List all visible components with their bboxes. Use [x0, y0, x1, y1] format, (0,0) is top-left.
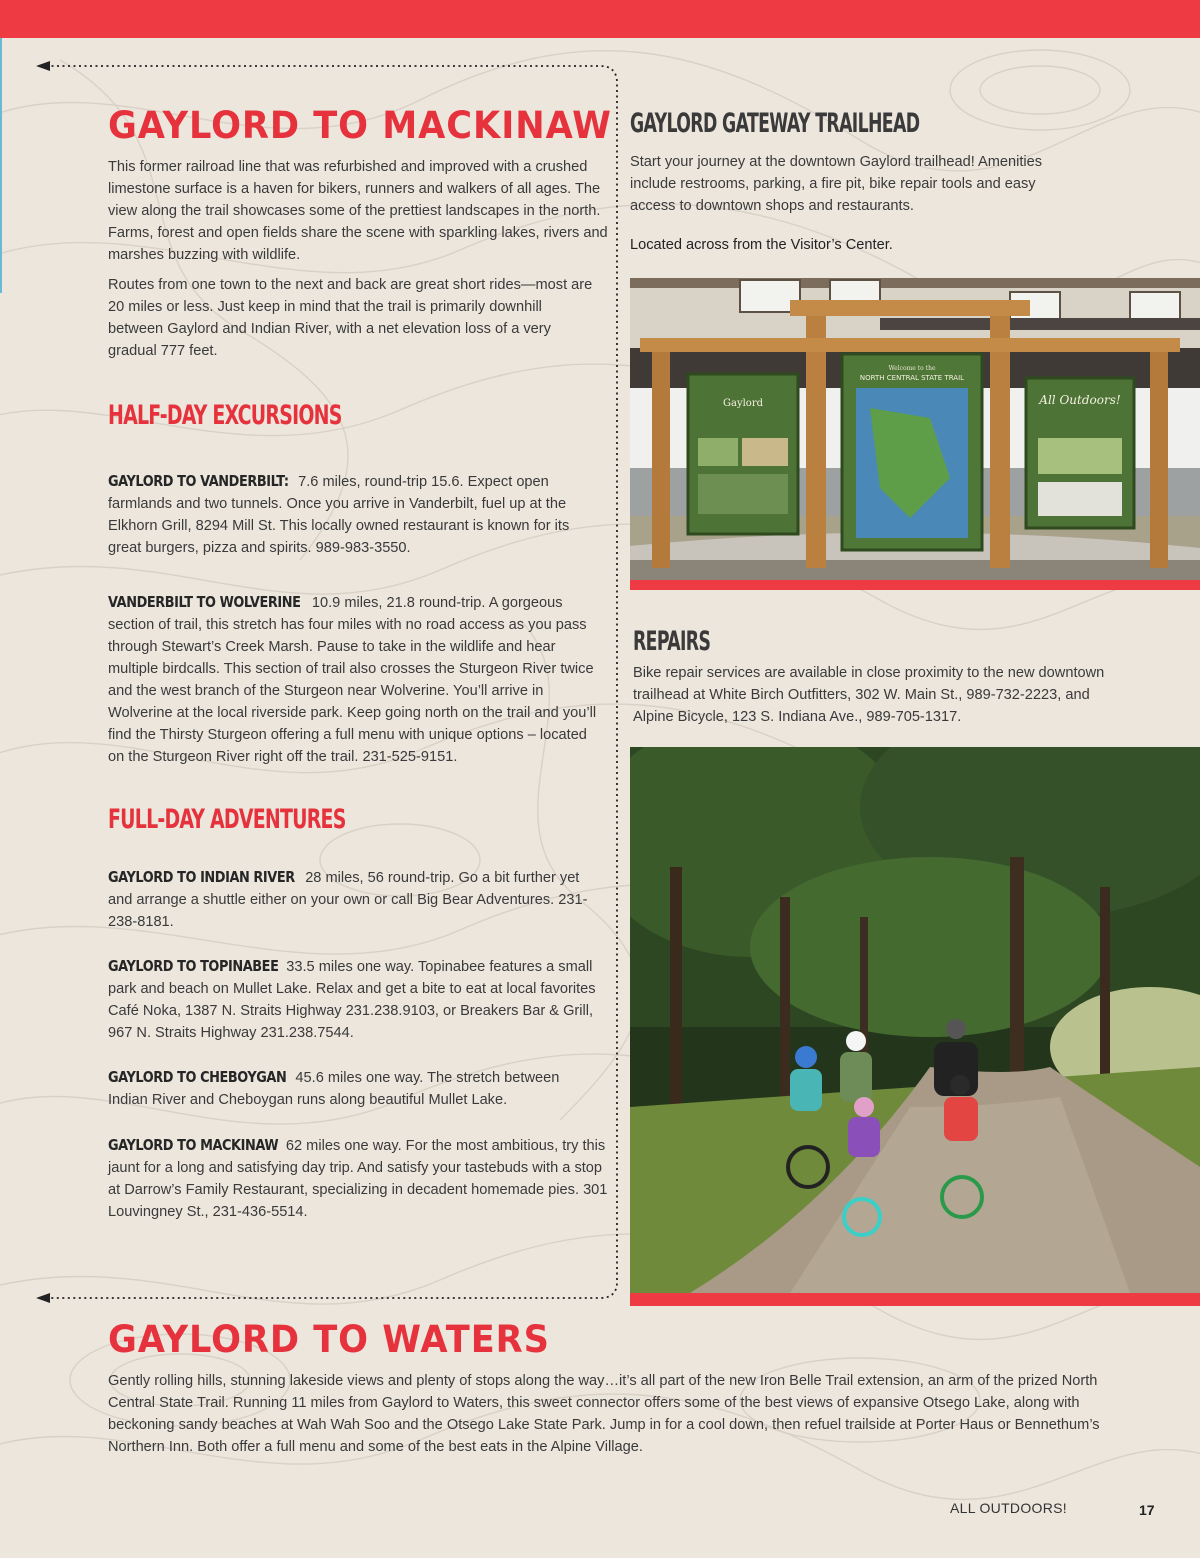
route-text: 33.5 miles one way. Topinabee features a small park and beach on Mullet Lake. Relax and get a bite to eat at local favorites Café Noka, 1387 N. Straits Highway 231.238.9103, or Breakers Bar & Grill, 967 N. Straits Highway 231.238.7544.: [108, 959, 596, 1041]
route-lead: GAYLORD TO INDIAN RIVER: [108, 868, 295, 886]
trailhead-text: Start your journey at the downtown Gaylord trailhead! Amenities include restrooms, parking, a fire pit, bike repair tools and easy access to downtown shops and restaurants.: [630, 154, 1043, 214]
sign-label-left: Gaylord: [723, 398, 763, 409]
sign-label-center-top: Welcome to the: [888, 365, 936, 372]
intro-paragraph-1: This former railroad line that was refurbished and improved with a crushed limestone surface is a haven for bikers, runners and walkers of all ages. The view along the trail showcases some of the prettiest landscapes in the north. Farms, forest and open fields share the scene with sparkling lakes, rivers and marshes buzzing with wildlife.: [108, 159, 608, 263]
photo-accent-bar: [630, 580, 1200, 590]
footer-publication-label: ALL OUTDOORS!: [950, 1500, 1067, 1516]
route-topinabee: [108, 955, 603, 1044]
main-heading: GAYLORD TO MACKINAW: [108, 104, 612, 147]
route-text: 28 miles, 56 round-trip. Go a bit further yet and arrange a shuttle either on your own or call Big Bear Adventures. 231-238-8181.: [108, 870, 588, 930]
sign-label-right: All Outdoors!: [1039, 393, 1121, 407]
route-lead: VANDERBILT TO WOLVERINE: [108, 593, 301, 611]
half-day-heading: HALF-DAY EXCURSIONS: [108, 400, 342, 431]
route-indian-river: [108, 866, 603, 933]
repairs-heading: REPAIRS: [633, 626, 711, 657]
route-text: 10.9 miles, 21.8 round-trip. A gorgeous section of trail, this stretch has four miles with no road access as you pass through Stewart’s Creek Marsh. Pause to take in the wildlife and hear multiple birdcalls. This section of trail also crosses the Sturgeon River twice and the west branch of the Sturgeon near Wolverine. You’ll arrive in Wolverine at the local riverside park. Keep going north on the trail and you’ll find the Thirsty Sturgeon offering a full menu with unique options – located on the Sturgeon River right off the trail. 231-525-9151.: [108, 595, 597, 765]
route-text: 62 miles one way. For the most ambitious, try this jaunt for a long and satisfying day trip. And satisfy your tastebuds with a stop at Darrow’s Family Restaurant, specializing in decadent homemade pies. 301 Louvingney St., 231-436-5514.: [108, 1138, 608, 1220]
intro-paragraph-2: Routes from one town to the next and back are great short rides—most are 20 miles or less. Just keep in mind that the trail is primarily downhill between Gaylord and Indian River, with a net elevation loss of a very gradual 777 feet.: [108, 277, 593, 359]
waters-heading: GAYLORD TO WATERS: [108, 1318, 550, 1361]
route-mackinaw: [108, 1134, 608, 1223]
route-lead: GAYLORD TO TOPINABEE: [108, 957, 279, 975]
route-lead: GAYLORD TO VANDERBILT:: [108, 472, 289, 490]
route-cheboygan: [108, 1066, 588, 1111]
repairs-text: Bike repair services are available in close proximity to the new downtown trailhead at White Birch Outfitters, 302 W. Main St., 989-732-2223, and Alpine Bicycle, 123 S. Indiana Ave., 989-705-1317.: [633, 665, 1105, 725]
sign-label-center: NORTH CENTRAL STATE TRAIL: [859, 374, 965, 382]
trailhead-location: Located across from the Visitor’s Center.: [630, 237, 893, 253]
route-lead: GAYLORD TO CHEBOYGAN: [108, 1068, 287, 1086]
page-number: 17: [1139, 1502, 1155, 1518]
route-text: 7.6 miles, round-trip 15.6. Expect open farmlands and two tunnels. Once you arrive in Vanderbilt, fuel up at the Elkhorn Grill, 8294 Mill St. This locally owned restaurant is known for its great burgers, pizza and spirits. 989-983-3550.: [108, 474, 570, 556]
route-lead: GAYLORD TO MACKINAW: [108, 1136, 279, 1154]
arrow-left-icon: [36, 1293, 50, 1303]
photo-accent-bar: [630, 1293, 1200, 1306]
route-text: 45.6 miles one way. The stretch between Indian River and Cheboygan runs along beautiful Mullet Lake.: [108, 1070, 560, 1108]
waters-text: Gently rolling hills, stunning lakeside views and plenty of stops along the way…it’s all part of the new Iron Belle Trail extension, an arm of the prized North Central State Trail. Running 11 miles from Gaylord to Waters, this sweet connector offers some of the best views of expansive Otsego Lake, along with beckoning sandy beaches at Wah Wah Soo and the Otsego Lake State Park. Jump in for a cool down, then refuel trailside at Porter Haus or Bennethum’s Northern Inn. Both offer a full menu and some of the best eats in the Alpine Village.: [108, 1373, 1100, 1455]
trailhead-heading: GAYLORD GATEWAY TRAILHEAD: [630, 108, 920, 139]
route-vanderbilt: [108, 470, 593, 559]
family-biking-photo: [630, 747, 1200, 1293]
trailhead-photo: [630, 278, 1200, 580]
arrow-left-icon: [36, 61, 50, 71]
route-wolverine: [108, 591, 600, 768]
full-day-heading: FULL-DAY ADVENTURES: [108, 804, 346, 835]
